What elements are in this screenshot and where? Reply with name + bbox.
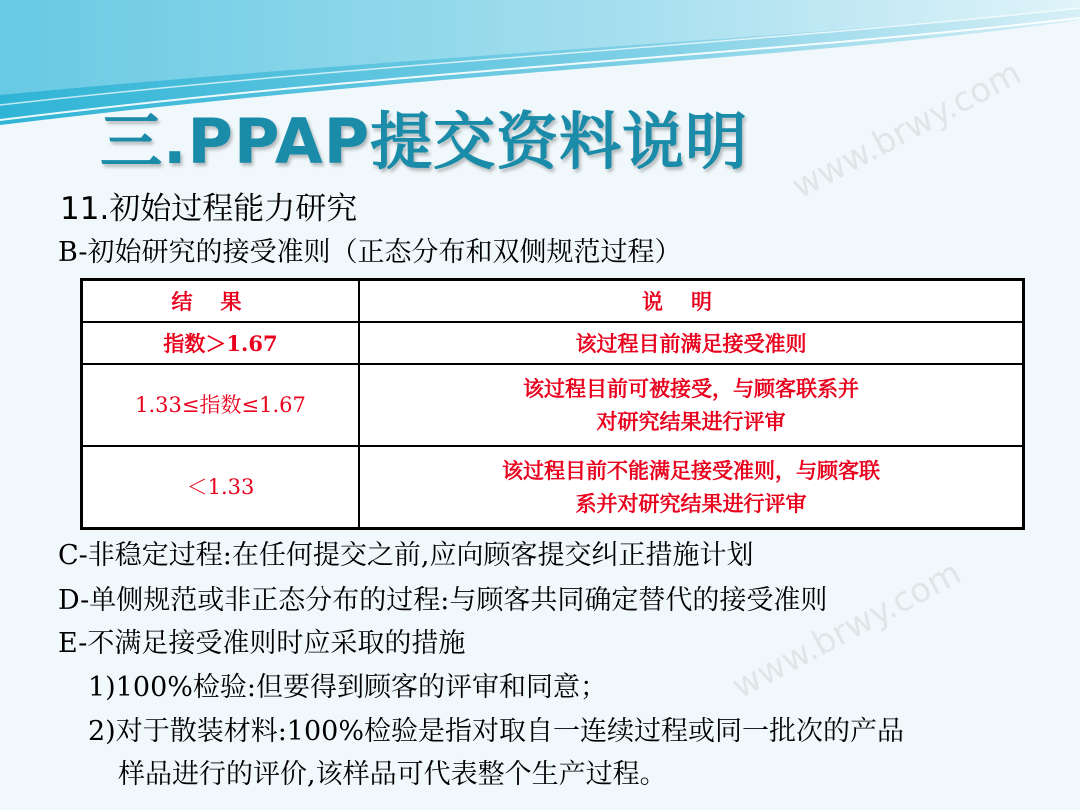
description-cell: 该过程目前不能满足接受准则，与顾客联 系并对研究结果进行评审 — [359, 446, 1024, 529]
page-title: 三.PPAP提交资料说明 — [100, 105, 749, 178]
list-item: 2)对于散装材料:100%检验是指对取自一连续过程或同一批次的产品 — [88, 716, 904, 747]
description-cell: 该过程目前可被接受，与顾客联系并 对研究结果进行评审 — [359, 364, 1024, 446]
criteria-intro: B-初始研究的接受准则（正态分布和双侧规范过程） — [58, 237, 682, 268]
table-row — [82, 364, 1024, 446]
line-one-sided-spec: D-单侧规范或非正态分布的过程:与顾客共同确定替代的接受准则 — [58, 585, 828, 616]
line-unstable-process: C-非稳定过程:在任何提交之前,应向顾客提交纠正措施计划 — [58, 540, 754, 571]
result-cell: ＜1.33 — [82, 446, 360, 529]
table-row — [82, 446, 1024, 529]
result-cell: 指数＞1.67 — [82, 322, 360, 364]
section-heading: 11.初始过程能力研究 — [60, 191, 358, 227]
list-item: 1)100%检验:但要得到顾客的评审和同意； — [88, 672, 607, 703]
table-header-row — [82, 280, 1024, 323]
header-description: 说明 — [359, 280, 1024, 323]
table-row — [82, 322, 1024, 364]
list-item-continuation: 样品进行的评价,该样品可代表整个生产过程。 — [118, 759, 667, 790]
header-result: 结果 — [82, 280, 360, 323]
watermark: www.brwy.com — [725, 552, 968, 708]
acceptance-criteria-table — [80, 278, 1025, 530]
description-cell: 该过程目前满足接受准则 — [359, 322, 1024, 364]
line-actions: E-不满足接受准则时应采取的措施 — [58, 628, 466, 659]
watermark: www.brwy.com — [785, 52, 1028, 208]
result-cell: 1.33≤指数≤1.67 — [82, 364, 360, 446]
